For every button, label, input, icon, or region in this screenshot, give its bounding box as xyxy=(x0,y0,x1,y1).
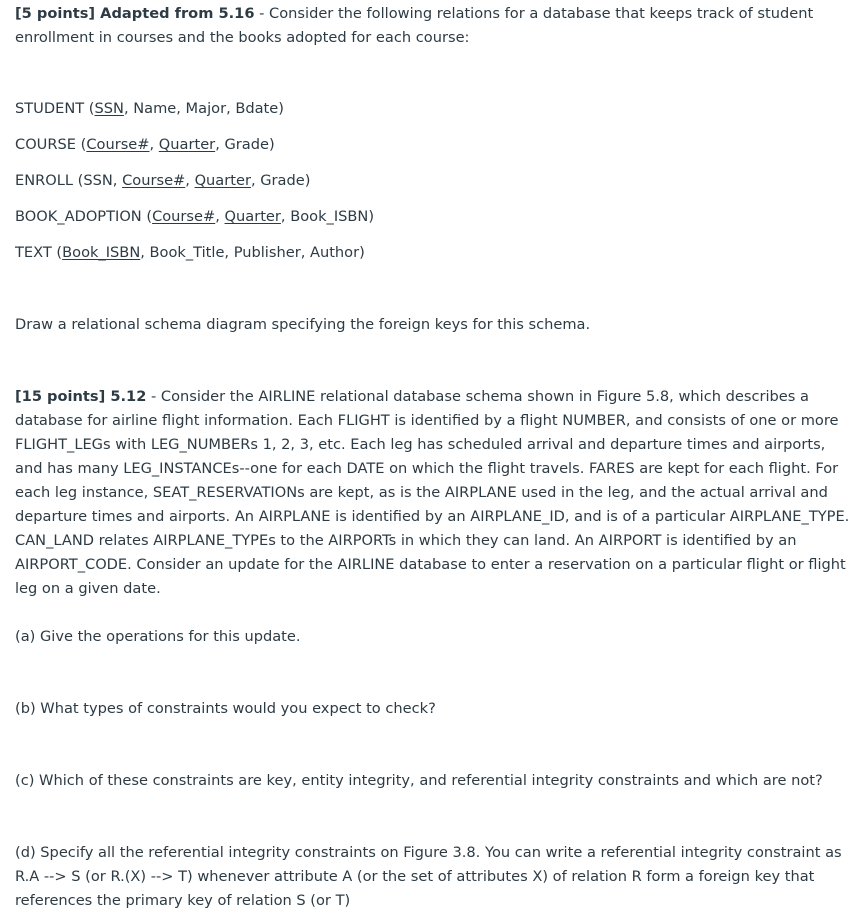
relation-enroll-key2: Quarter xyxy=(194,172,251,189)
relation-text-key: Book_ISBN xyxy=(62,244,141,261)
relation-book-adoption xyxy=(15,205,855,229)
relation-book-adoption-key1: Course# xyxy=(152,208,216,225)
q2-part-d: (d) Specify all the referential integrity constraints on Figure 3.8. You can write a referential integrity constraint as R.A --> S (or R.(X) --> T) whenever attribute A (or the set of attributes X) of relation R form a foreign key that references the primary key of relation S (or T) xyxy=(15,844,842,909)
relation-course-attrs: , Grade) xyxy=(215,136,275,153)
relation-book-adoption-name: BOOK_ADOPTION ( xyxy=(15,208,153,225)
relation-enroll-sep: , xyxy=(185,172,195,189)
relation-enroll xyxy=(15,169,855,193)
q1-points-label: [5 points] Adapted from 5.16 xyxy=(15,5,255,22)
relation-course-name: COURSE ( xyxy=(15,136,87,153)
relation-student-name: STUDENT ( xyxy=(15,100,95,117)
relation-course-key1: Course# xyxy=(86,136,150,153)
relation-text-attrs: , Book_Title, Publisher, Author) xyxy=(140,244,365,261)
q2-points-label: [15 points] 5.12 xyxy=(15,388,147,405)
relation-course xyxy=(15,133,855,157)
q1-intro-text: - Consider the following relations for a database that keeps track of student enrollment in courses and the books adopted for each course: xyxy=(15,5,814,46)
relation-student-attrs: , Name, Major, Bdate) xyxy=(123,100,284,117)
relation-text-name: TEXT ( xyxy=(15,244,63,261)
q1-task: Draw a relational schema diagram specifying the foreign keys for this schema. xyxy=(15,316,591,333)
relation-book-adoption-sep: , xyxy=(215,208,225,225)
relation-course-sep: , xyxy=(149,136,159,153)
q2-part-c: (c) Which of these constraints are key, entity integrity, and referential integrity constraints and which are not? xyxy=(15,772,823,789)
q2-intro-paragraph xyxy=(15,385,855,601)
relation-text xyxy=(15,241,855,265)
q1-intro-paragraph xyxy=(15,2,855,50)
relation-enroll-name: ENROLL (SSN, xyxy=(15,172,123,189)
q2-part-b: (b) What types of constraints would you expect to check? xyxy=(15,700,436,717)
relation-enroll-attrs: , Grade) xyxy=(250,172,311,189)
relation-book-adoption-key2: Quarter xyxy=(224,208,281,225)
relation-enroll-key1: Course# xyxy=(122,172,186,189)
relation-book-adoption-attrs: , Book_ISBN) xyxy=(280,208,375,225)
relation-course-key2: Quarter xyxy=(158,136,216,153)
relation-student xyxy=(15,97,855,121)
q2-part-a: (a) Give the operations for this update. xyxy=(15,628,301,645)
q2-intro-text: - Consider the AIRLINE relational database schema shown in Figure 5.8, which describes a database for airline flight information. Each FLIGHT is identified by a flight NUMBER, and consists of one or more FLIGHT_LEGs with LEG_NUMBERs 1, 2, 3, etc. Each leg has scheduled arrival and departure times and airports, and has many LEG_INSTANCEs--one for each DATE on which the flight travels. FARES are kept for each flight. For each leg instance, SEAT_RESERVATIONs are kept, as is the AIRPLANE used in the leg, and the actual arrival and departure times and airports. An AIRPLANE is identified by an AIRPLANE_ID, and is of a particular AIRPLANE_TYPE. CAN_LAND relates AIRPLANE_TYPEs to the AIRPORTs in which they can land. An AIRPORT is identified by an AIRPORT_CODE. Consider an update for the AIRLINE database to enter a reservation on a particular flight or flight leg on a given date. xyxy=(15,388,850,597)
relation-student-key: SSN xyxy=(94,100,124,117)
